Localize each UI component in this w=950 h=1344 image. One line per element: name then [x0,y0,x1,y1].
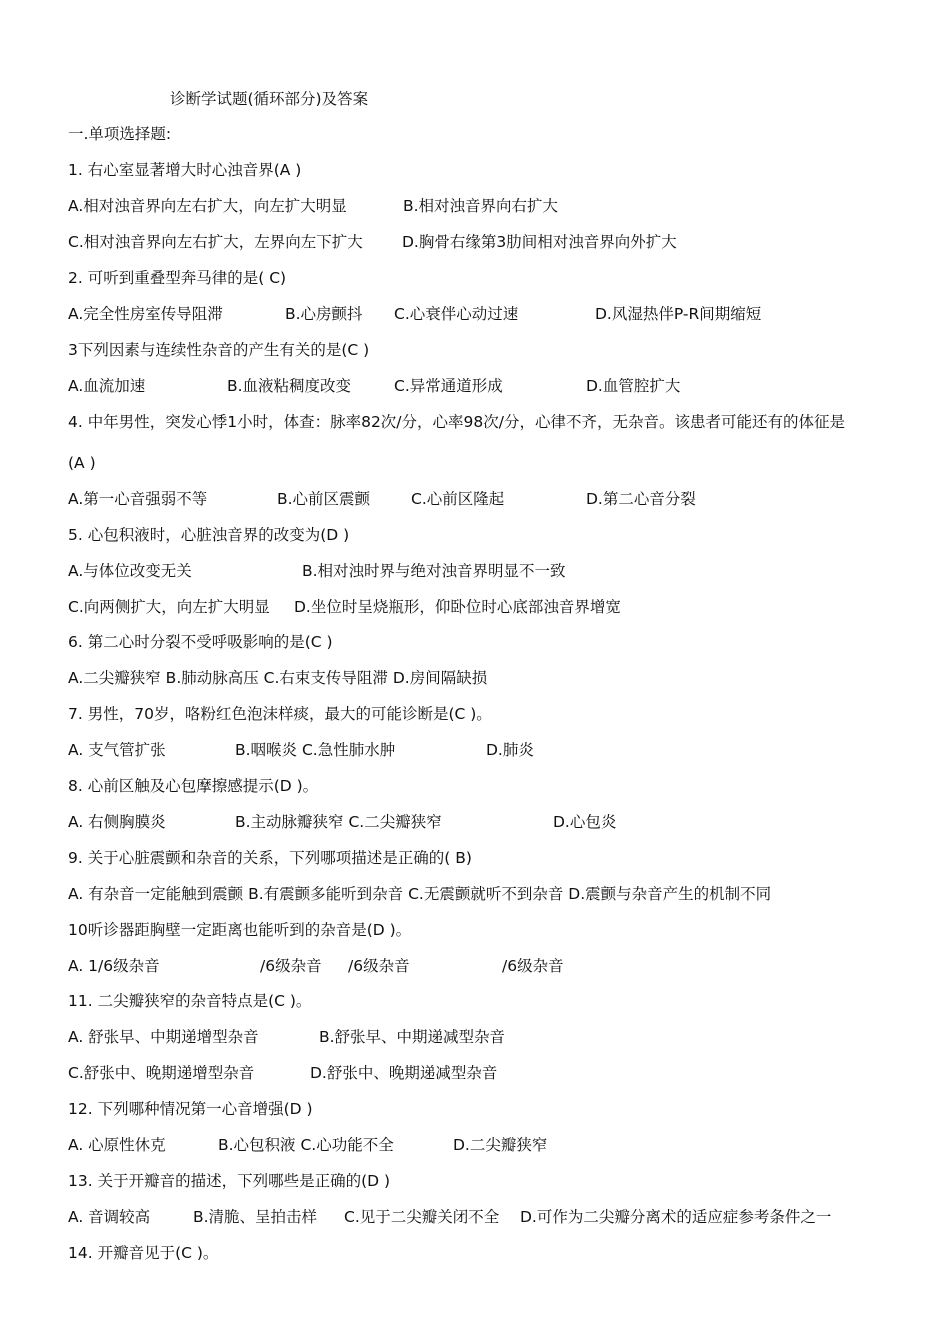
q1-option-d: D.胸骨右缘第3肋间相对浊音界向外扩大 [402,233,677,251]
question-1: 1. 右心室显著增大时心浊音界(A ) [68,161,302,179]
question-12: 12. 下列哪种情况第一心音增强(D ) [68,1100,313,1118]
q12-option-d: D.二尖瓣狭窄 [453,1136,548,1154]
q13-option-a: A. 音调较高 [68,1208,151,1226]
q2-option-b: B.心房颤抖 [285,305,363,323]
q4-option-d: D.第二心音分裂 [586,490,696,508]
q7-option-a: A. 支气管扩张 [68,741,166,759]
q5-option-c: C.向两侧扩大，向左扩大明显 [68,598,270,616]
q4-option-c: C.心前区隆起 [411,490,505,508]
question-14: 14. 开瓣音见于(C )。 [68,1244,219,1262]
q2-option-d: D.风湿热伴P-R间期缩短 [595,305,762,323]
question-8: 8. 心前区触及心包摩擦感提示(D )。 [68,777,319,795]
q8-option-bc: B.主动脉瓣狭窄 C.二尖瓣狭窄 [235,813,442,831]
question-9: 9. 关于心脏震颤和杂音的关系，下列哪项描述是正确的( B) [68,849,472,867]
q7-option-d: D.肺炎 [486,741,534,759]
q3-option-c: C.异常通道形成 [394,377,503,395]
q7-option-bc: B.咽喉炎 C.急性肺水肿 [235,741,396,759]
q8-option-a: A. 右侧胸膜炎 [68,813,166,831]
q11-option-c: C.舒张中、晚期递增型杂音 [68,1064,255,1082]
question-5: 5. 心包积液时，心脏浊音界的改变为(D ) [68,526,350,544]
q2-option-a: A.完全性房室传导阻滞 [68,305,223,323]
q1-option-c: C.相对浊音界向左右扩大，左界向左下扩大 [68,233,363,251]
question-4-answer: (A ) [68,454,96,472]
q13-option-b: B.清脆、呈拍击样 [193,1208,318,1226]
q11-option-d: D.舒张中、晚期递减型杂音 [310,1064,498,1082]
question-2: 2. 可听到重叠型奔马律的是( C) [68,269,287,287]
q10-option-d: /6级杂音 [502,957,564,975]
q10-option-a: A. 1/6级杂音 [68,957,160,975]
q11-option-a: A. 舒张早、中期递增型杂音 [68,1028,259,1046]
question-7: 7. 男性，70岁，咯粉红色泡沫样痰，最大的可能诊断是(C )。 [68,705,492,723]
document-title: 诊断学试题(循环部分)及答案 [170,90,369,108]
question-3: 3下列因素与连续性杂音的产生有关的是(C ) [68,341,370,359]
q12-option-a: A. 心原性休克 [68,1136,166,1154]
q9-options: A. 有杂音一定能触到震颤 B.有震颤多能听到杂音 C.无震颤就听不到杂音 D.震颤与杂音产生的机制不同 [68,885,772,903]
question-10: 10听诊器距胸壁一定距离也能听到的杂音是(D )。 [68,921,412,939]
q4-option-a: A.第一心音强弱不等 [68,490,208,508]
question-4: 4. 中年男性，突发心悸1小时，体查：脉率82次/分，心率98次/分，心律不齐，无杂音。该患者可能还有的体征是 [68,413,845,431]
q4-option-b: B.心前区震颤 [277,490,371,508]
q5-option-b: B.相对浊时界与绝对浊音界明显不一致 [302,562,566,580]
question-13: 13. 关于开瓣音的描述，下列哪些是正确的(D ) [68,1172,391,1190]
q13-option-c: C.见于二尖瓣关闭不全 [344,1208,500,1226]
q6-options: A.二尖瓣狭窄 B.肺动脉高压 C.右束支传导阻滞 D.房间隔缺损 [68,669,488,687]
q13-option-d: D.可作为二尖瓣分离术的适应症参考条件之一 [520,1208,832,1226]
q11-option-b: B.舒张早、中期递减型杂音 [319,1028,506,1046]
q3-option-b: B.血液粘稠度改变 [227,377,352,395]
q10-option-b: /6级杂音 [260,957,322,975]
q1-option-b: B.相对浊音界向右扩大 [403,197,559,215]
q3-option-a: A.血流加速 [68,377,146,395]
question-6: 6. 第二心时分裂不受呼吸影响的是(C ) [68,633,333,651]
q5-option-a: A.与体位改变无关 [68,562,192,580]
q3-option-d: D.血管腔扩大 [586,377,681,395]
q8-option-d: D.心包炎 [553,813,617,831]
q12-option-bc: B.心包积液 C.心功能不全 [218,1136,394,1154]
section-heading: 一.单项选择题: [68,125,172,143]
q1-option-a: A.相对浊音界向左右扩大，向左扩大明显 [68,197,347,215]
question-11: 11. 二尖瓣狭窄的杂音特点是(C )。 [68,992,312,1010]
q2-option-c: C.心衰伴心动过速 [394,305,519,323]
q5-option-d: D.坐位时呈烧瓶形，仰卧位时心底部浊音界增宽 [294,598,621,616]
q10-option-c: /6级杂音 [348,957,410,975]
